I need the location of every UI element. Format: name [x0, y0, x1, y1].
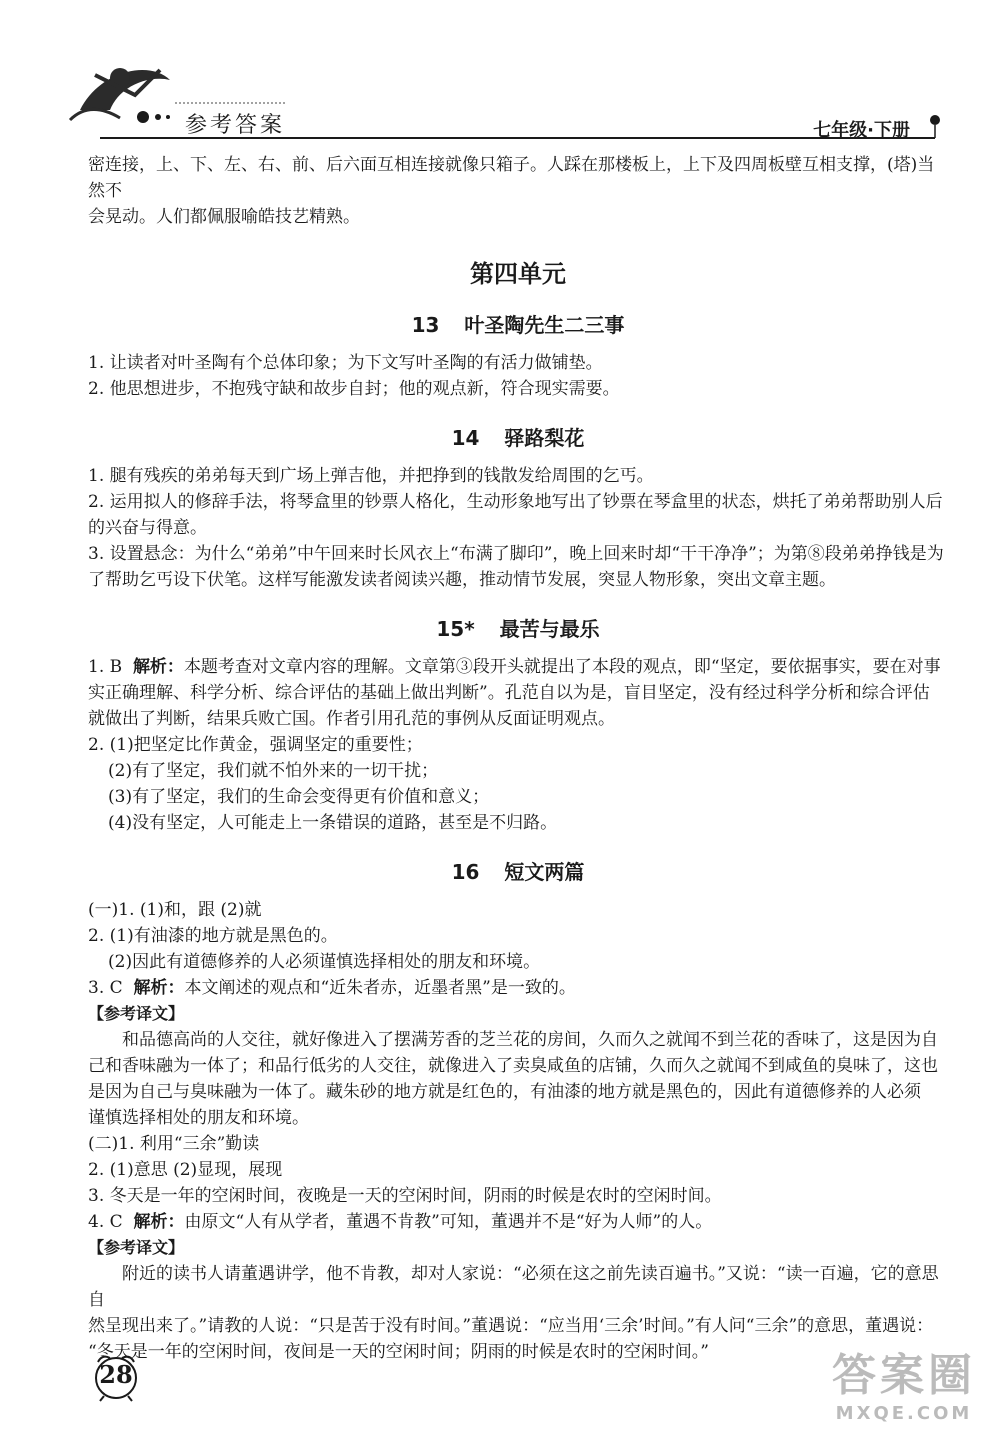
answer-line: 2. (1)有油漆的地方就是黑色的。: [88, 926, 338, 946]
answer-line: (二)1. 利用“三余”勤读: [88, 1134, 260, 1154]
page-number-badge: [90, 1350, 142, 1402]
section-14-title: 14 驿路梨花: [451, 426, 585, 450]
section-16-title: 16 短文两篇: [451, 860, 585, 884]
answer-line: 1. 让读者对叶圣陶有个总体印象；为下文写叶圣陶的有活力做铺垫。: [88, 353, 603, 373]
page-number: 28: [99, 1360, 133, 1389]
watermark: [832, 1339, 976, 1424]
answer-line: [88, 654, 948, 680]
analysis-text: 本文阐述的观点和“近朱者赤，近墨者黑”是一致的。: [184, 978, 576, 998]
watermark-url: MXQE.COM: [835, 1403, 973, 1424]
section-13-title: 13 叶圣陶先生二三事: [411, 313, 625, 337]
translation-line: 己和香味融为一体了；和品行低劣的人交往，就像进入了卖臭咸鱼的店铺，久而久之就闻不到咸鱼的臭味了，这也: [88, 1056, 938, 1076]
answer-line: (3)有了坚定，我们的生命会变得更有价值和意义；: [108, 787, 490, 807]
answer-line: 2. (1)意思 (2)显现，展现: [88, 1160, 283, 1180]
analysis-label: 解析：: [133, 1212, 185, 1232]
answer-line: 1. 腿有残疾的弟弟每天到广场上弹吉他，并把挣到的钱散发给周围的乞丐。: [88, 466, 654, 486]
answer-line: 的兴奋与得意。: [88, 518, 207, 538]
answer-line: (2)因此有道德修养的人必须谨慎选择相处的朋友和环境。: [108, 952, 541, 972]
reference-translation-label: 【参考译文】: [88, 1238, 185, 1257]
answer-line: 实正确理解、科学分析、综合评估的基础上做出判断”。孔范自以为是，盲目坚定，没有经过科学分析和综合评估: [88, 683, 930, 703]
translation-line: 然呈现出来了。”请教的人说：“只是苦于没有时间。”董遇说：“应当用‘三余’时间。”有人问“三余”的意思，董遇说：: [88, 1316, 934, 1336]
analysis-text: 本题考查对文章内容的理解。文章第③段开头就提出了本段的观点，即“坚定，要依据事实，要在对事: [183, 657, 941, 677]
section-15-title: 15* 最苦与最乐: [436, 617, 600, 641]
page-header: [0, 0, 1000, 150]
analysis-label: 解析：: [132, 657, 184, 677]
page-content: [88, 152, 948, 1365]
translation-line: 附近的读书人请董遇讲学，他不肯教，却对人家说：“必须在这之前先读百遍书。”又说：“读一百遍，它的意思自: [88, 1264, 939, 1310]
header-grade: 七年级·下册: [813, 120, 910, 141]
answer-line: 3. 设置悬念：为什么“弟弟”中午回来时长风衣上“布满了脚印”，晚上回来时却“干干净净”；为第⑧段弟弟挣钱是为: [88, 544, 944, 564]
analysis-text: 由原文“人有从学者，董遇不肯教”可知，董遇并不是“好为人师”的人。: [184, 1212, 713, 1232]
answer-number: 1. B: [88, 657, 123, 677]
answer-line: 2. (1)把坚定比作黄金，强调坚定的重要性；: [88, 735, 423, 755]
translation-line: 是因为自己与臭味融为一体了。藏朱砂的地方就是红色的，有油漆的地方就是黑色的，因此有道德修养的人必须: [88, 1082, 921, 1102]
translation-line: 谨慎选择相处的朋友和环境。: [88, 1108, 309, 1128]
answer-line: [88, 975, 948, 1001]
answer-line: 了帮助乞丐设下伏笔。这样写能激发读者阅读兴趣，推动情节发展，突显人物形象，突出文章主题。: [88, 570, 836, 590]
answer-line: (一)1. (1)和，跟 (2)就: [88, 900, 262, 920]
intro-line: 密连接，上、下、左、右、前、后六面互相连接就像只箱子。人踩在那楼板上，上下及四周板壁互相支撑，(塔)当然不: [88, 155, 935, 201]
header-title: 参考答案: [185, 113, 286, 138]
watermark-logo-text: 答案圈: [832, 1350, 976, 1401]
answer-line: [88, 1209, 948, 1235]
answer-line: 就做出了判断，结果兵败亡国。作者引用孔范的事例从反面证明观点。: [88, 709, 615, 729]
intro-line: 会晃动。人们都佩服喻皓技艺精熟。: [88, 207, 360, 227]
reference-translation-label: 【参考译文】: [88, 1004, 185, 1023]
analysis-label: 解析：: [133, 978, 185, 998]
answer-line: 2. 他思想进步，不抱残守缺和故步自封；他的观点新，符合现实需要。: [88, 379, 620, 399]
answer-number: 3. C: [88, 978, 123, 998]
answer-line: (2)有了坚定，我们就不怕外来的一切干扰；: [108, 761, 439, 781]
answer-number: 4. C: [88, 1212, 123, 1232]
translation-line: 和品德高尚的人交往，就好像进入了摆满芳香的芝兰花的房间，久而久之就闻不到兰花的香味了，这是因为自: [122, 1030, 938, 1050]
answer-line: (4)没有坚定，人可能走上一条错误的道路，甚至是不归路。: [108, 813, 558, 833]
answer-line: 2. 运用拟人的修辞手法，将琴盒里的钞票人格化，生动形象地写出了钞票在琴盒里的状态，烘托了弟弟帮助别人后: [88, 492, 943, 512]
translation-line: “冬天是一年的空闲时间，夜间是一天的空闲时间；阴雨的时候是农时的空闲时间。”: [88, 1342, 709, 1362]
answer-line: 3. 冬天是一年的空闲时间，夜晚是一天的空闲时间，阴雨的时候是农时的空闲时间。: [88, 1186, 722, 1206]
unit-title: 第四单元: [470, 260, 566, 288]
